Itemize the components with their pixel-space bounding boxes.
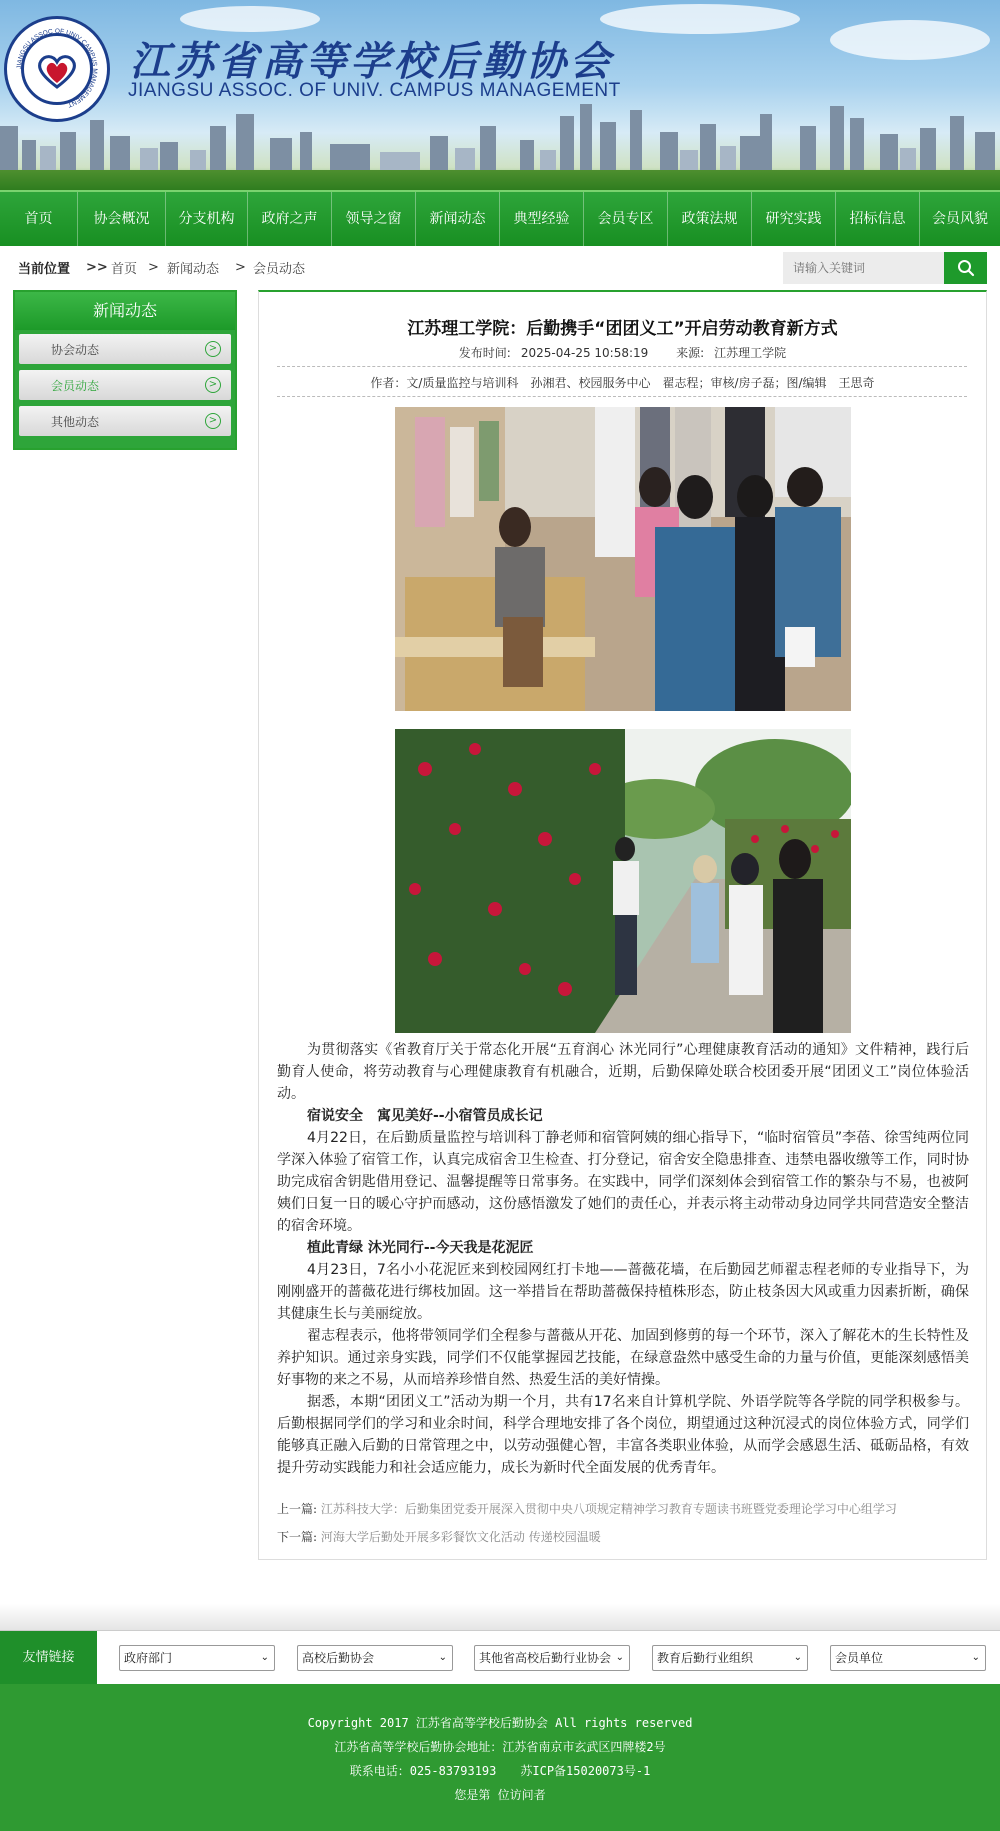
nav-item-government[interactable]: 政府之声: [248, 192, 332, 246]
article-photo-rose-wall: [395, 729, 851, 1033]
article-title: 江苏理工学院：后勤携手“团团义工”开启劳动教育新方式: [407, 319, 838, 339]
site-title: 江苏省高等学校后勤协会: [130, 38, 614, 85]
sidebar-item-label: 会员动态: [51, 378, 100, 393]
prev-article: [277, 1500, 897, 1517]
friend-links-bar: [0, 1630, 1000, 1684]
article-section-heading: 宿说安全 寓见美好--小宿管员成长记: [307, 1108, 543, 1124]
links-select-government[interactable]: [119, 1645, 275, 1671]
sidebar-title: 新闻动态: [15, 292, 235, 330]
site-subtitle: JIANGSU ASSOC. OF UNIV. CAMPUS MANAGEMENT: [128, 80, 621, 101]
select-value: 政府部门: [124, 1651, 173, 1665]
nav-item-policy[interactable]: 政策法规: [668, 192, 752, 246]
search-box: [783, 252, 987, 284]
site-footer: [0, 1684, 1000, 1831]
cloud-decoration: [830, 20, 990, 60]
chevron-down-icon: ⌄: [260, 1652, 269, 1663]
arrow-right-icon: >: [205, 341, 221, 357]
links-select-other-provinces[interactable]: [474, 1645, 630, 1671]
article-paragraph: 翟志程表示，他将带领同学们全程参与蔷薇从开花、加固到修剪的每一个环节，深入了解花木的生长特性及养护知识。通过亲身实践，同学们不仅能掌握园艺技能，在绿意盎然中感受生命的力量与价值，更能深刻感悟美好事物的来之不易，从而培养珍惜自然、热爱生活的美好情操。: [277, 1328, 969, 1388]
article-meta: [259, 344, 986, 361]
search-button[interactable]: [944, 252, 987, 284]
article-paragraph: 据悉，本期“团团义工”活动为期一个月，共有17名来自计算机学院、外语学院等各学院的同学积极参与。后勤根据同学们的学习和业余时间，科学合理地安排了各个岗位，期望通过这种沉浸式的岗位体验方式，同学们能够真正融入后勤的日常管理之中，以劳动强健心智，丰富各类职业体验，从而学会感恩生活、砥砺品格，有效提升劳动实践能力和社会适应能力，成长为新时代全面发展的优秀青年。: [277, 1394, 969, 1476]
friend-links-title: 友情链接: [0, 1631, 97, 1685]
select-value: 高校后勤协会: [302, 1651, 375, 1665]
nav-item-member-style[interactable]: 会员风貌: [932, 211, 988, 227]
cloud-decoration: [180, 6, 320, 32]
footer-gap: [0, 1604, 1000, 1630]
article-body: [277, 1039, 969, 1479]
sidebar-item-member-news[interactable]: [19, 370, 231, 400]
chevron-down-icon: ⌄: [971, 1652, 980, 1663]
nav-item-research[interactable]: 研究实践: [752, 192, 836, 246]
article-paragraph: 4月23日，7名小小花泥匠来到校园网红打卡地——蔷薇花墙，在后勤园艺师翟志程老师的专业指导下，为刚刚盛开的蔷薇花进行绑枝加固。这一举措旨在帮助蔷薇保持植株形态，防止枝条因大风或重力因素折断，确保其健康生长与美丽绽放。: [277, 1262, 969, 1322]
links-select-member-units[interactable]: [830, 1645, 986, 1671]
header-banner: [0, 0, 1000, 190]
publish-label: 发布时间:: [458, 346, 511, 360]
chevron-down-icon: ⌄: [438, 1652, 447, 1663]
search-input[interactable]: [783, 252, 944, 284]
links-select-university-logistics[interactable]: [297, 1645, 453, 1671]
nav-item-about[interactable]: 协会概况: [78, 192, 166, 246]
sidebar: [13, 290, 237, 450]
cloud-decoration: [600, 4, 800, 34]
sidebar-list: [15, 330, 235, 448]
nav-item-branches[interactable]: 分支机构: [166, 192, 248, 246]
sidebar-item-label: 协会动态: [51, 342, 100, 357]
publish-time: 2025-04-25 10:58:19: [520, 346, 649, 360]
source-value: 江苏理工学院: [714, 346, 787, 360]
nav-item-home[interactable]: 首页: [0, 192, 78, 246]
search-icon: [957, 259, 975, 277]
prev-article-link[interactable]: 江苏科技大学：后勤集团党委开展深入贯彻中央八项规定精神学习教育专题读书班暨党委理论学习中心组学习: [320, 1502, 897, 1516]
select-value: 教育后勤行业组织: [657, 1651, 754, 1665]
links-select-education-logistics[interactable]: [652, 1645, 808, 1671]
nav-item-news[interactable]: 新闻动态: [416, 192, 500, 246]
article-photo-dormitory: [395, 407, 851, 711]
footer-visitor-count: 您是第 位访问者: [454, 1788, 546, 1802]
nav-item-leadership[interactable]: 领导之窗: [332, 192, 416, 246]
footer-copyright: Copyright 2017 江苏省高等学校后勤协会 All rights reserved: [307, 1716, 693, 1730]
select-value: 会员单位: [835, 1651, 884, 1665]
breadcrumb-separator: >>: [86, 259, 108, 275]
breadcrumb-home[interactable]: 首页: [111, 261, 138, 277]
sidebar-item-other-news[interactable]: [19, 406, 231, 436]
article-paragraph: 为贯彻落实《省教育厅关于常态化开展“五育润心 沐光同行”心理健康教育活动的通知》文件精神，践行后勤育人使命，将劳动教育与心理健康教育有机融合，近期，后勤保障处联合校团委开展“团团义工”岗位体验活动。: [277, 1042, 969, 1102]
svg-text:JIANGSU ASSOC OF UNIV CAMPUS M: JIANGSU ASSOC OF UNIV CAMPUS MANAGEMENT: [15, 27, 99, 109]
association-logo: [4, 16, 110, 122]
breadcrumb-label: 当前位置: [18, 261, 71, 277]
nav-item-members[interactable]: 会员专区: [584, 192, 668, 246]
breadcrumb-chevron-icon: >: [148, 259, 159, 275]
breadcrumb-chevron-icon: >: [235, 259, 246, 275]
sidebar-item-label: 其他动态: [51, 414, 100, 429]
prev-label: 上一篇:: [277, 1502, 318, 1516]
main-nav: [0, 190, 1000, 246]
heart-icon: [37, 53, 77, 89]
divider: [277, 366, 967, 367]
next-article-link[interactable]: 河海大学后勤处开展多彩餐饮文化活动 传递校园温暖: [320, 1530, 601, 1544]
article: [258, 290, 987, 1560]
article-author: 作者：文/质量监控与培训科 孙湘君、校园服务中心 翟志程；审核/房子磊；图/编辑 王思奇: [370, 376, 875, 390]
divider: [277, 396, 967, 397]
breadcrumb-member-news[interactable]: 会员动态: [253, 261, 306, 277]
breadcrumb-news[interactable]: 新闻动态: [167, 261, 220, 277]
nav-item-experience[interactable]: 典型经验: [500, 192, 584, 246]
article-paragraph: 4月22日，在后勤质量监控与培训科丁静老师和宿管阿姨的细心指导下，“临时宿管员”李蓓、徐雪纯两位同学深入体验了宿管工作，认真完成宿舍卫生检查、打分登记，宿舍安全隐患排查、违禁电器收缴等工作，同时协助完成宿舍钥匙借用登记、温馨提醒等日常事务。在实践中，同学们深刻体会到宿管工作的繁杂与不易，也被阿姨们日复一日的暖心守护而感动，这份感悟激发了她们的责任心，并表示将主动带动身边同学共同营造安全整洁的宿舍环境。: [277, 1130, 969, 1234]
next-article: [277, 1528, 601, 1545]
city-skyline-image: [0, 96, 1000, 176]
next-label: 下一篇:: [277, 1530, 318, 1544]
article-section-heading: 植此青绿 沐光同行--今天我是花泥匠: [307, 1240, 534, 1256]
chevron-down-icon: ⌄: [615, 1652, 624, 1663]
arrow-right-icon: >: [205, 377, 221, 393]
source-label: 来源:: [676, 346, 705, 360]
grass-strip: [0, 170, 1000, 190]
sidebar-item-association-news[interactable]: [19, 334, 231, 364]
select-value: 其他省高校后勤行业协会: [479, 1651, 612, 1665]
chevron-down-icon: ⌄: [793, 1652, 802, 1663]
nav-item-bidding[interactable]: 招标信息: [836, 192, 920, 246]
arrow-right-icon: >: [205, 413, 221, 429]
footer-contact: 联系电话：025-83793193 苏ICP备15020073号-1: [349, 1764, 651, 1778]
footer-address: 江苏省高等学校后勤协会地址：江苏省南京市玄武区四牌楼2号: [334, 1740, 666, 1754]
